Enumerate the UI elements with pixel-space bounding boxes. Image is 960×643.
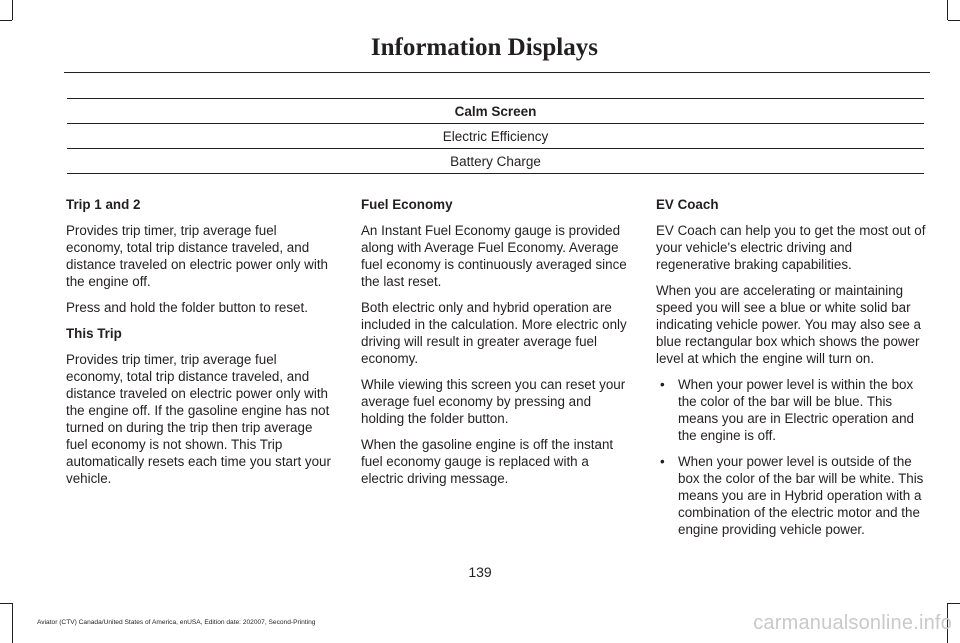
paragraph: When the gasoline engine is off the instant fuel economy gauge is replaced with a electric driving message. [361,437,614,486]
section-heading-ev-coach: EV Coach [656,197,719,212]
section-heading-fuel-economy: Fuel Economy [361,197,453,212]
paragraph: When you are accelerating or maintaining speed you will see a blue or white solid bar indicating vehicle power. You may also see a blue rectangular box which shows the power level at which the engine will turn on. [656,283,922,366]
paragraph: While viewing this screen you can reset your average fuel economy by pressing and holding the folder button. [361,377,626,426]
table-row: Battery Charge [67,149,924,174]
footer-edition-text: Aviator (CTV) Canada/United States of America, enUSA, Edition date: 202007, Second-Printing [37,619,316,626]
crop-mark [948,603,960,604]
crop-mark [0,603,12,604]
page-title: Information Displays [370,34,598,61]
text-column-3 [656,196,926,547]
bullet-item [656,453,926,538]
paragraph: EV Coach can help you to get the most out of your vehicle's electric driving and regenerative braking capabilities. [656,223,926,272]
bullet-text: When your power level is within the box the color of the bar will be blue. This means you are in Electric operation and the engine is off. [678,377,914,443]
crop-mark [947,0,948,20]
bullet-text: When your power level is outside of the box the color of the bar will be white. This means you are in Hybrid operation with a combination of the electric motor and the engine providing vehicle power. [678,454,924,537]
paragraph: Provides trip timer, trip average fuel economy, total trip distance traveled, and distance traveled on electric power only with the engine off. If the gasoline engine has not turned on during the trip then trip average fuel economy is not shown. This Trip automatically resets each time you start your vehicle. [66,352,331,486]
bullet-icon: • [660,454,665,469]
crop-mark [12,603,13,643]
display-table [67,98,924,174]
section-heading-trip: Trip 1 and 2 [66,197,141,212]
bullet-item [656,376,926,444]
crop-mark [948,20,960,21]
section-heading-this-trip: This Trip [66,326,122,341]
text-column-2 [361,196,631,496]
watermark: carmanualsonline.info [753,612,952,634]
paragraph: Provides trip timer, trip average fuel economy, total trip distance traveled, and distance traveled on electric power only with the engine off. [66,223,328,289]
paragraph: Both electric only and hybrid operation are included in the calculation. More electric only driving will result in greater average fuel economy. [361,300,627,366]
page-number: 139 [468,564,492,580]
paragraph: Press and hold the folder button to reset. [66,300,308,315]
bullet-icon: • [660,377,665,392]
crop-mark [0,20,12,21]
header-divider [64,72,930,73]
text-column-1 [66,196,336,496]
paragraph: An Instant Fuel Economy gauge is provided along with Average Fuel Economy. Average fuel economy is continuously averaged since the last reset. [361,223,627,289]
crop-mark [12,0,13,20]
table-heading: Calm Screen [67,98,924,124]
table-row: Electric Efficiency [67,124,924,149]
